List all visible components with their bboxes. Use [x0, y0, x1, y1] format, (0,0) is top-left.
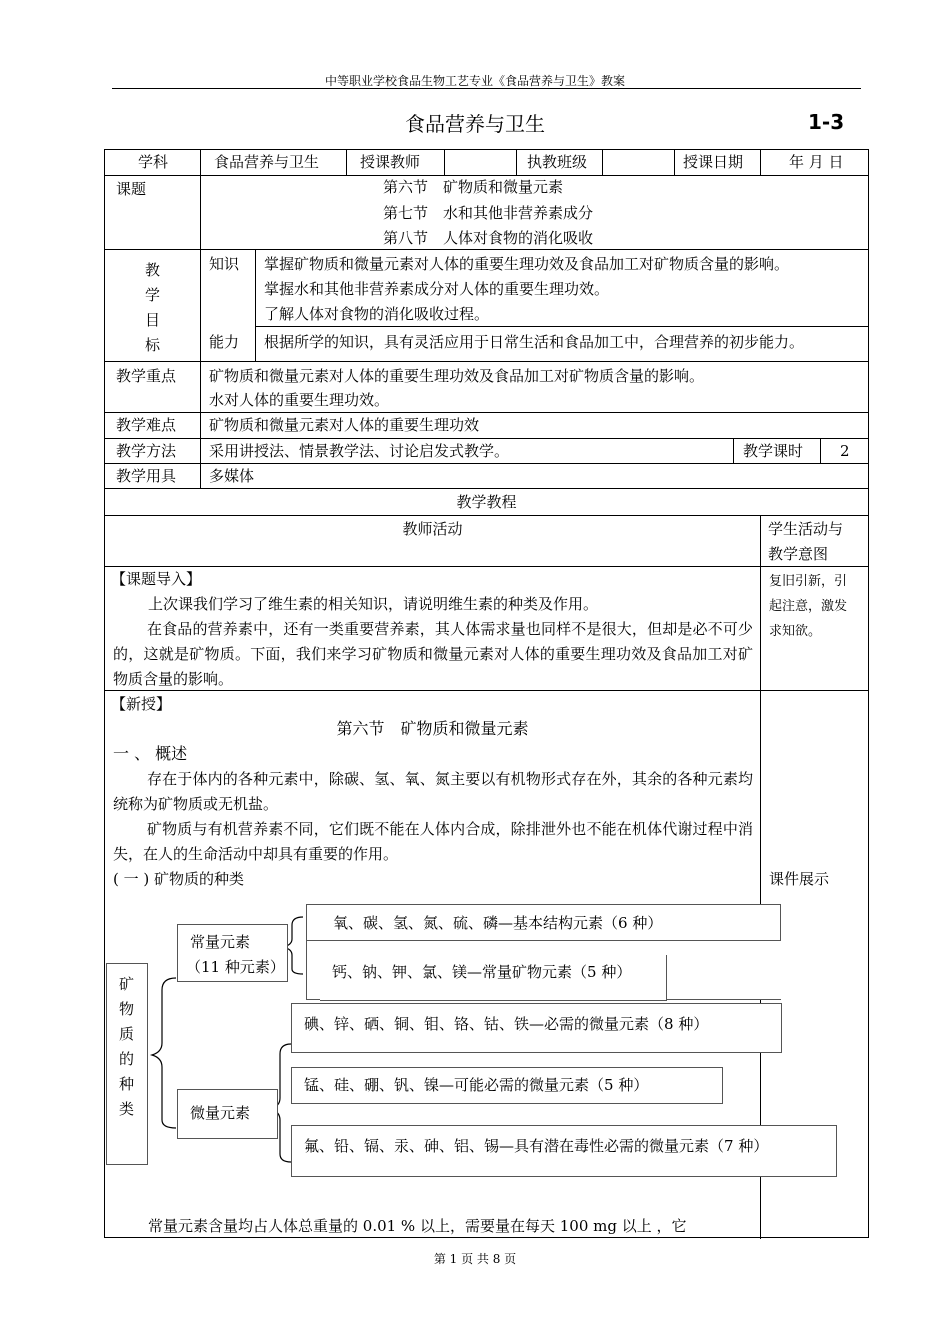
- ability-label: 能力: [209, 333, 240, 351]
- class-label: 执教班级: [527, 153, 588, 171]
- root-char: 矿: [119, 975, 135, 993]
- student-activity-heading: 学生活动与: [768, 520, 844, 538]
- knowledge-line: 了解人体对食物的消化吸收过程。: [264, 305, 490, 323]
- element-group-text: 锰、硅、硼、钒、镍—可能必需的微量元素（5 种）: [304, 1076, 649, 1094]
- element-group-text: 碘、锌、硒、铜、钼、铬、钴、铁—必需的微量元素（8 种）: [304, 1015, 709, 1033]
- mineral-types-heading: ( 一 ) 矿物质的种类: [113, 870, 245, 888]
- element-group-box: [306, 904, 781, 941]
- overview-paragraph: 存在于体内的各种元素中，除碳、氢、氧、氮主要以有机物形式存在外，其余的各种元素均统称为矿物质或无机盐。: [113, 770, 753, 813]
- topic-line: 第六节 矿物质和微量元素: [383, 178, 564, 196]
- key-point-line: 水对人体的重要生理功效。: [209, 391, 390, 409]
- root-char: 种: [119, 1075, 135, 1093]
- knowledge-line: 掌握水和其他非营养素成分对人体的重要生理功效。: [264, 280, 610, 298]
- method-text: 采用讲授法、情景教学法、讨论启发式教学。: [209, 442, 510, 460]
- objectives-label-char: 教: [145, 261, 161, 279]
- intro-paragraph: 在食品的营养素中，还有一类重要营养素，其人体需求量也同样不是很大，但却是必不可少的，这就是矿物质。下面，我们来学习矿物质和微量元素对人体的重要生理功效及食品加工对矿物质含量的影响。: [113, 620, 753, 688]
- objectives-label-char: 目: [145, 311, 161, 329]
- root-char: 的: [119, 1050, 135, 1068]
- macro-elements-paragraph: 常量元素含量均占人体总重量的 0.01 % 以上，需要量在每天 100 mg 以上 ，它: [148, 1217, 687, 1235]
- macro-count: （11 种元素）: [186, 958, 285, 976]
- date-label: 授课日期: [683, 153, 744, 171]
- intro-side-note: 复旧引新，引: [769, 574, 848, 589]
- date-value: 年 月 日: [789, 153, 844, 171]
- knowledge-label: 知识: [209, 255, 240, 273]
- micro-elements-box: [177, 1089, 278, 1139]
- tools-text: 多媒体: [209, 467, 255, 485]
- objectives-label-char: 标: [145, 336, 161, 354]
- intro-side-note: 起注意，激发: [769, 599, 848, 614]
- topic-line: 第八节 人体对食物的消化吸收: [383, 229, 594, 247]
- element-group-text: 氟、铅、镉、汞、砷、铝、锡—具有潜在毒性必需的微量元素（7 种）: [304, 1137, 769, 1155]
- new-lesson-heading: 【新授】: [111, 695, 172, 713]
- intro-heading: 【课题导入】: [111, 570, 202, 588]
- overview-heading: 一 、 概述: [113, 744, 188, 763]
- hours-value: 2: [840, 442, 850, 460]
- document-title: 食品营养与卫生: [405, 112, 545, 136]
- student-activity-heading: 教学意图: [768, 545, 829, 563]
- running-header: 中等职业学校食品生物工艺专业《食品营养与卫生》教案: [324, 74, 625, 88]
- root-char: 质: [119, 1025, 135, 1043]
- element-group-text: 氧、碳、氢、氮、硫、磷—基本结构元素（6 种）: [333, 914, 663, 932]
- teacher-label: 授课教师: [360, 153, 421, 171]
- method-label: 教学方法: [116, 442, 177, 460]
- topic-line: 第七节 水和其他非营养素成分: [383, 204, 594, 222]
- element-group-box: [291, 1067, 723, 1104]
- process-heading: 教学教程: [456, 493, 517, 511]
- courseware-note: 课件展示: [769, 870, 830, 888]
- section-title: 第六节 矿物质和微量元素: [336, 719, 529, 738]
- key-points-label: 教学重点: [116, 367, 177, 385]
- difficulty-text: 矿物质和微量元素对人体的重要生理功效: [209, 416, 480, 434]
- root-brace: [152, 978, 176, 1128]
- macro-elements-box: [177, 924, 288, 982]
- teacher-activity-heading: 教师活动: [402, 520, 463, 538]
- subject-value: 食品营养与卫生: [214, 153, 320, 171]
- mineral-types-root-box: [106, 963, 148, 1165]
- element-group-text: 钙、钠、钾、氯、镁—常量矿物元素（5 种）: [332, 963, 632, 981]
- ability-text: 根据所学的知识，具有灵活应用于日常生活和食品加工中，合理营养的初步能力。: [264, 333, 805, 351]
- tools-label: 教学用具: [116, 467, 177, 485]
- hours-label: 教学课时: [743, 442, 804, 460]
- intro-paragraph: 上次课我们学习了维生素的相关知识，请说明维生素的种类及作用。: [148, 595, 599, 613]
- overview-paragraph: 矿物质与有机营养素不同，它们既不能在人体内合成，除排泄外也不能在机体代谢过程中消失，在人的生命活动中却具有重要的作用。: [113, 820, 753, 863]
- topic-label: 课题: [116, 180, 147, 198]
- root-char: 类: [119, 1100, 135, 1118]
- subject-label: 学科: [138, 153, 169, 171]
- objectives-label-char: 学: [145, 286, 161, 304]
- element-group-box: [291, 1125, 837, 1177]
- micro-label: 微量元素: [190, 1104, 251, 1122]
- element-group-box: [291, 1003, 782, 1053]
- intro-side-note: 求知欲。: [769, 624, 822, 639]
- root-char: 物: [119, 1000, 135, 1018]
- key-point-line: 矿物质和微量元素对人体的重要生理功效及食品加工对矿物质含量的影响。: [209, 367, 705, 385]
- macro-label: 常量元素: [190, 933, 251, 951]
- element-group-box: [320, 955, 667, 1001]
- document-code: 1-3: [808, 110, 845, 134]
- difficulty-label: 教学难点: [116, 416, 177, 434]
- page-number: 第 1 页 共 8 页: [433, 1252, 517, 1266]
- knowledge-line: 掌握矿物质和微量元素对人体的重要生理功效及食品加工对矿物质含量的影响。: [264, 255, 790, 273]
